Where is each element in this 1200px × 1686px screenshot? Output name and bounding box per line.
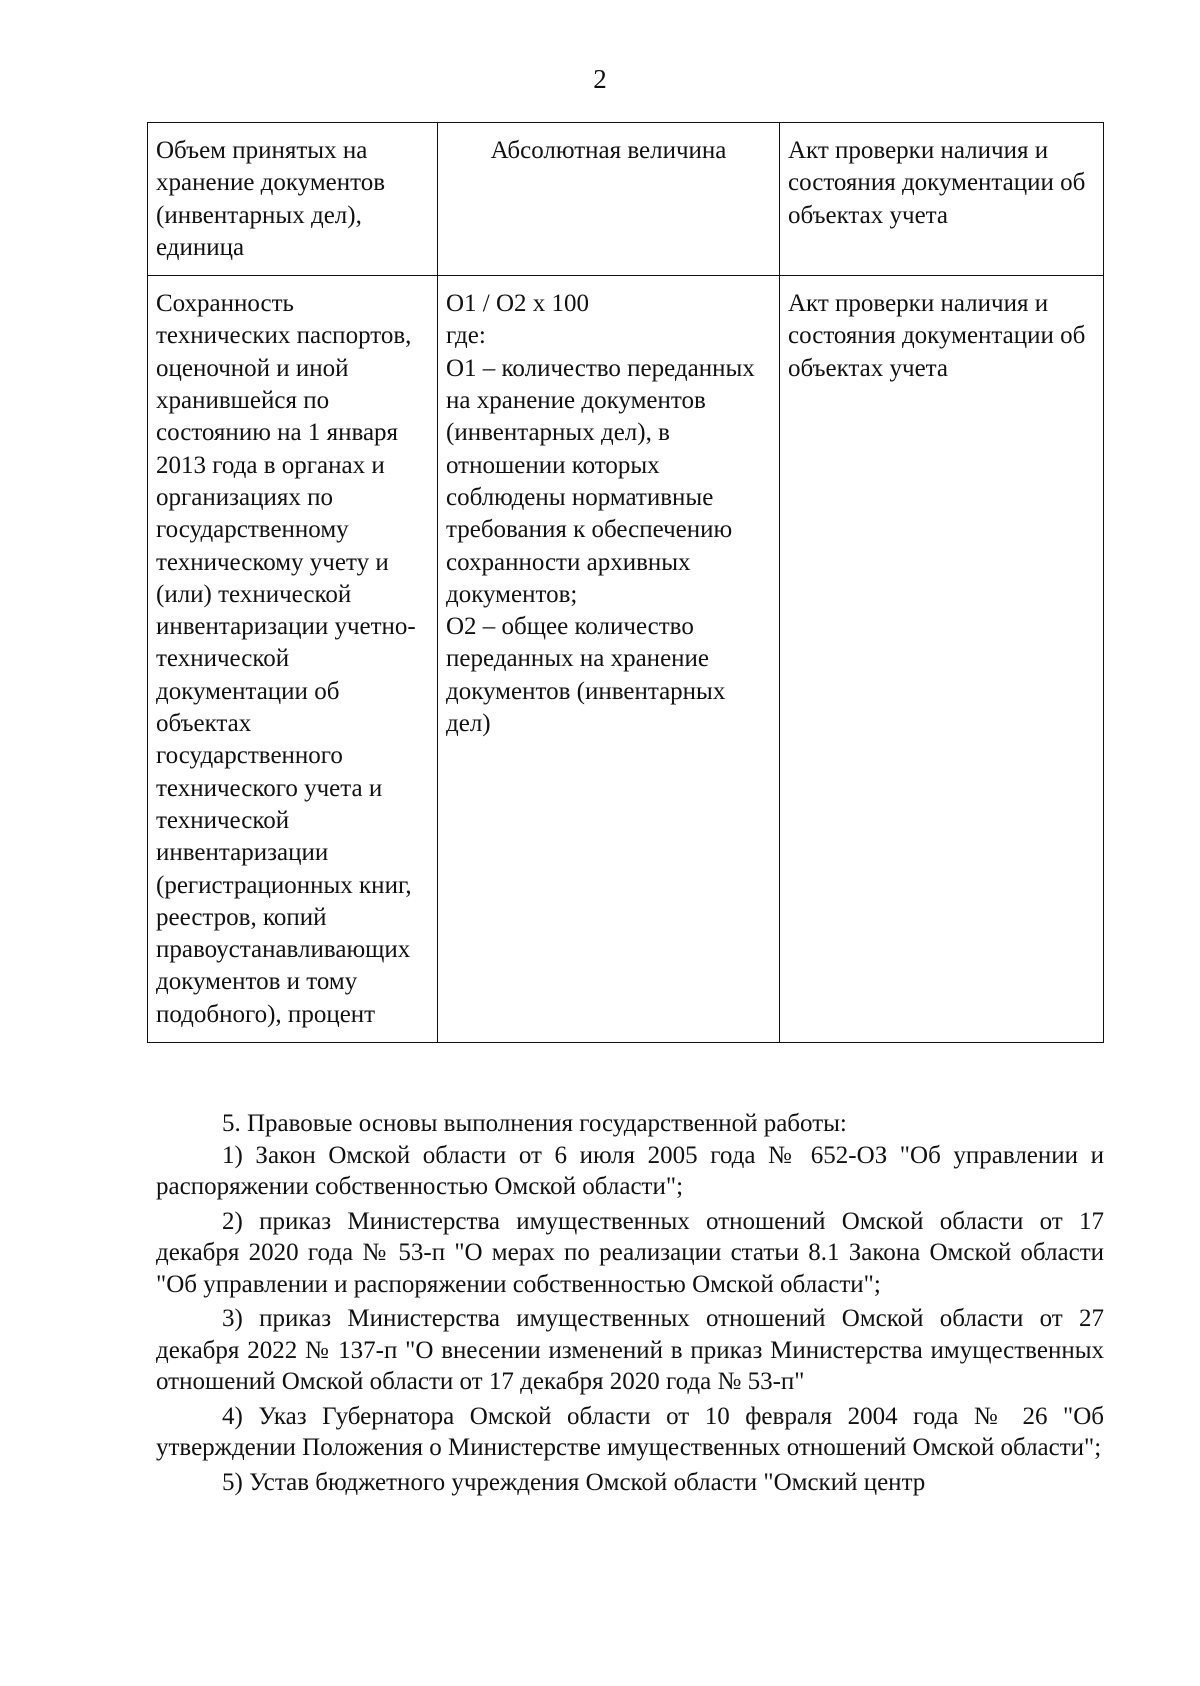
legal-item-3: 3) приказ Министерства имущественных отношений Омской области от 27 декабря 2022 № 137-п "О внесении изменений в приказ Министерства имущественных отношений Омской области от 17 декабря 2020 года № 53-п" — [156, 1305, 1104, 1395]
legal-basis-section — [156, 1108, 1104, 1501]
legal-item-2: 2) приказ Министерства имущественных отношений Омской области от 17 декабря 2020 года № 53-п "О мерах по реализации статьи 8.1 Закона Омской области "Об управлении и распоряжении собственностью Омской области"; — [156, 1207, 1104, 1298]
formula-cell: О1 / О2 x 100 где: О1 – количество переданных на хранение документов (инвентарных дел), в отношении которых соблюдены нормативные требования к обеспечению сохранности архивных документов; О2 – общее количество переданных на хранение документов (инвентарных дел) — [438, 276, 780, 1043]
table-row — [148, 276, 1104, 1043]
formula-cell: Абсолютная величина — [438, 123, 780, 276]
legal-item-4: 4) Указ Губернатора Омской области от 10 февраля 2004 года № 26 "Об утверждении Положения о Министерстве имущественных отношений Омской области"; — [156, 1402, 1104, 1461]
legal-item-5: 5) Устав бюджетного учреждения Омской области "Омский центр — [222, 1468, 926, 1496]
indicators-table — [147, 122, 1104, 1043]
page-number: 2 — [593, 64, 607, 94]
section-heading: 5. Правовые основы выполнения государственной работы: — [222, 1110, 847, 1137]
table-row — [148, 123, 1104, 276]
legal-item-1: 1) Закон Омской области от 6 июля 2005 года № 652-ОЗ "Об управлении и распоряжении собственностью Омской области"; — [156, 1141, 1104, 1200]
source-cell: Акт проверки наличия и состояния документации об объектах учета — [780, 276, 1104, 1043]
source-cell: Акт проверки наличия и состояния документации об объектах учета — [780, 123, 1104, 276]
indicator-cell: Сохранность технических паспортов, оценочной и иной хранившейся по состоянию на 1 января 2013 года в органах и организациях по государственному техническому учету и (или) технической инвентаризации учетно-технической документации об объектах государственного технического учета и технической инвентаризации (регистрационных книг, реестров, копий правоустанавливающих документов и тому подобного), процент — [148, 276, 438, 1043]
indicator-cell: Объем принятых на хранение документов (инвентарных дел), единица — [148, 123, 438, 276]
